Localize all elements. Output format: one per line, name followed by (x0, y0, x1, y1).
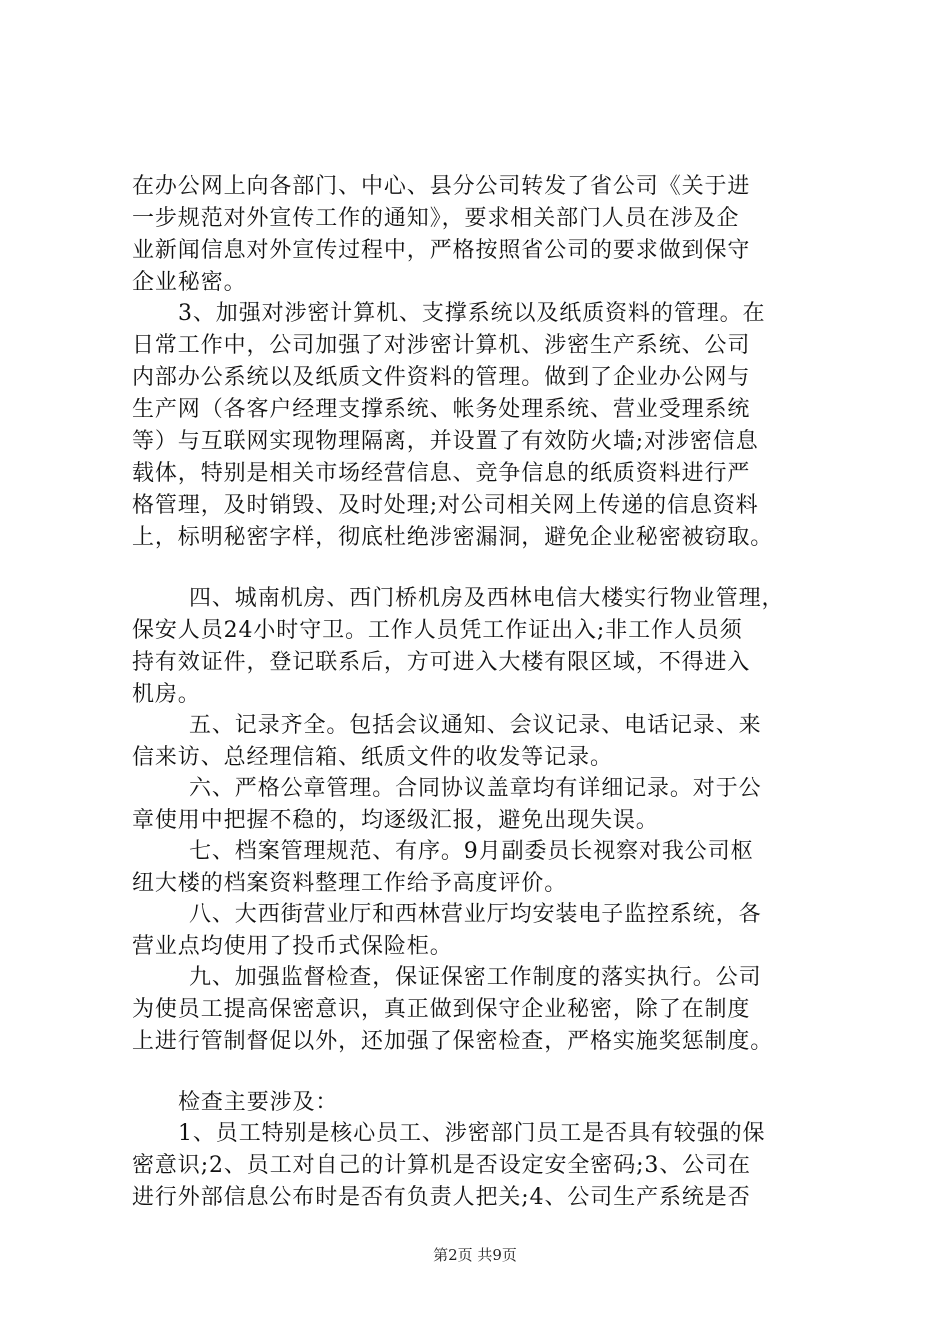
text-line: 五、记录齐全。包括会议通知、会议记录、电话记录、来 (189, 713, 762, 738)
text-line: 内部办公系统以及纸质文件资料的管理。做到了企业办公网与 (132, 365, 751, 390)
text-line: 九、加强监督检查，保证保密工作制度的落实执行。公司 (189, 965, 762, 990)
text-line: 四、城南机房、西门桥机房及西林电信大楼实行物业管理， (189, 586, 785, 611)
text-line: 载体，特别是相关市场经营信息、竞争信息的纸质资料进行严 (132, 461, 751, 486)
text-line: 企业秘密。 (132, 270, 247, 295)
text-line: 一步规范对外宣传工作的通知》，要求相关部门人员在涉及企 (132, 206, 740, 231)
page-footer: 第2页 共9页 (433, 1246, 517, 1264)
text-line: 信来访、总经理信箱、纸质文件的收发等记录。 (132, 745, 613, 770)
text-line: 3、加强对涉密计算机、支撑系统以及纸质资料的管理。在 (178, 301, 766, 326)
text-line: 检查主要涉及： (178, 1090, 339, 1115)
text-line: 保安人员24小时守卫。工作人员凭工作证出入;非工作人员须 (132, 618, 743, 643)
text-line: 在办公网上向各部门、中心、县分公司转发了省公司《关于进 (132, 174, 751, 199)
text-line: 七、档案管理规范、有序。9月副委员长视察对我公司枢 (189, 839, 754, 864)
text-line: 上，标明秘密字样，彻底杜绝涉密漏洞，避免企业秘密被窃取。 (132, 525, 774, 550)
text-line: 章使用中把握不稳的，均逐级汇报，避免出现失误。 (132, 808, 659, 833)
text-line: 为使员工提高保密意识，真正做到保守企业秘密，除了在制度 (132, 997, 751, 1022)
text-line: 纽大楼的档案资料整理工作给予高度评价。 (132, 871, 568, 896)
text-line: 八、大西街营业厅和西林营业厅均安装电子监控系统，各 (189, 902, 762, 927)
text-line: 密意识;2、员工对自己的计算机是否设定安全密码;3、公司在 (132, 1153, 751, 1178)
text-line: 生产网（各客户经理支撑系统、帐务处理系统、营业受理系统 (132, 397, 751, 422)
text-line: 日常工作中，公司加强了对涉密计算机、涉密生产系统、公司 (132, 333, 751, 358)
text-line: 六、严格公章管理。合同协议盖章均有详细记录。对于公 (189, 776, 762, 801)
text-line: 上进行管制督促以外，还加强了保密检查，严格实施奖惩制度。 (132, 1029, 774, 1054)
text-line: 持有效证件，登记联系后，方可进入大楼有限区域，不得进入 (132, 650, 751, 675)
text-line: 等）与互联网实现物理隔离，并设置了有效防火墙;对涉密信息 (132, 429, 759, 454)
text-line: 进行外部信息公布时是否有负责人把关;4、公司生产系统是否 (132, 1185, 751, 1210)
text-line: 业新闻信息对外宣传过程中，严格按照省公司的要求做到保守 (132, 238, 751, 263)
text-line: 格管理，及时销毁、及时处理;对公司相关网上传递的信息资料 (132, 493, 759, 518)
text-line: 机房。 (132, 682, 201, 707)
text-line: 1、员工特别是核心员工、涉密部门员工是否具有较强的保 (178, 1121, 766, 1146)
text-line: 营业点均使用了投币式保险柜。 (132, 934, 453, 959)
